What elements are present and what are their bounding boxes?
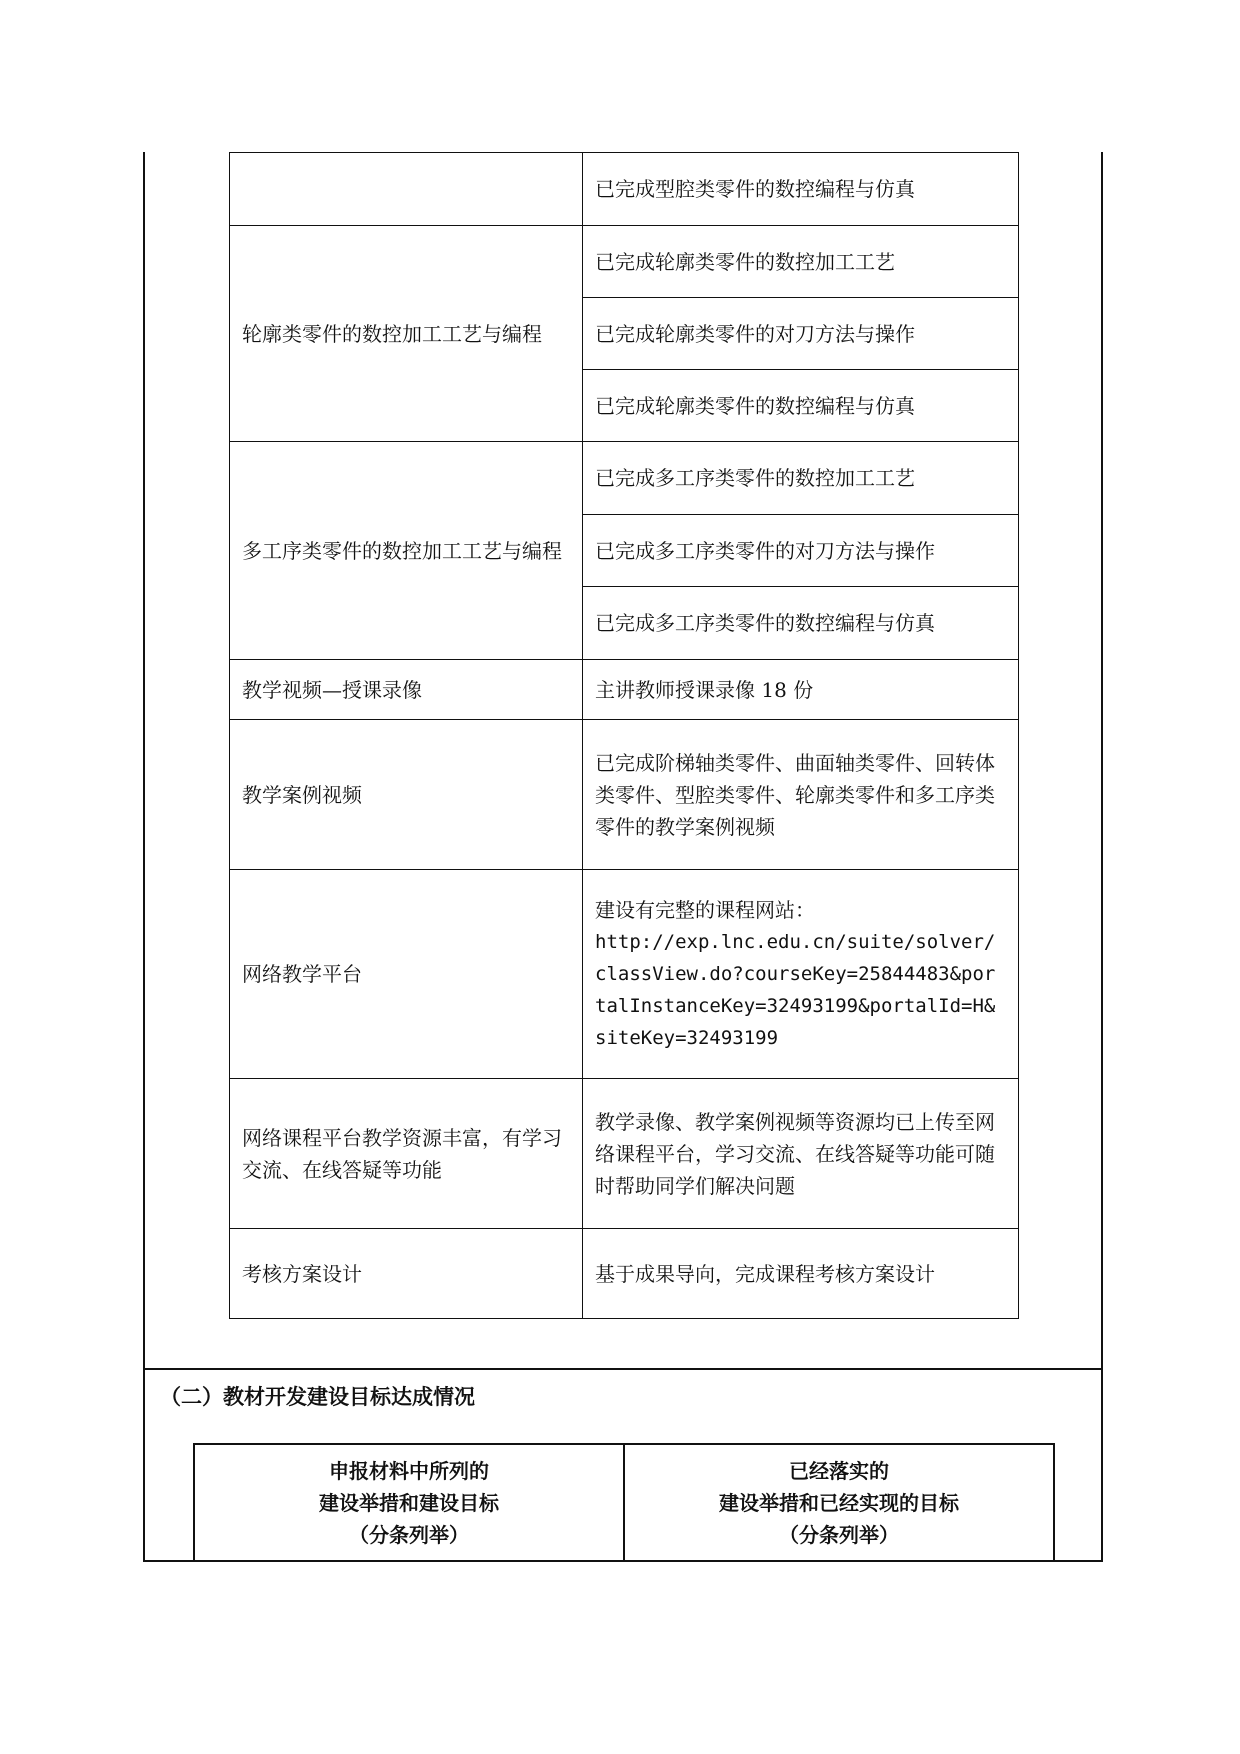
header-right-line: （分条列举） [779, 1522, 899, 1547]
item-cell: 多工序类零件的数控加工工艺与编程 [230, 442, 583, 660]
result-cell: 已完成轮廓类零件的数控编程与仿真 [583, 370, 1019, 442]
header-left [194, 1444, 624, 1561]
result-cell: 已完成型腔类零件的数控编程与仿真 [583, 153, 1019, 226]
results-table [229, 152, 1019, 1319]
header-left-line: 申报材料中所列的 [329, 1458, 489, 1483]
item-cell: 考核方案设计 [230, 1229, 583, 1319]
item-cell: 网络课程平台教学资源丰富，有学习交流、在线答疑等功能 [230, 1079, 583, 1229]
table-row [230, 1079, 1019, 1229]
header-right-line: 已经落实的 [789, 1458, 889, 1483]
table-row [230, 660, 1019, 720]
goals-header-table [193, 1443, 1055, 1562]
result-cell: 已完成轮廓类零件的对刀方法与操作 [583, 298, 1019, 370]
table-row [230, 1229, 1019, 1319]
header-left-line: （分条列举） [349, 1522, 469, 1547]
section-title: （二）教材开发建设目标达成情况 [160, 1385, 475, 1409]
table-row [230, 870, 1019, 1079]
table-row [230, 226, 1019, 298]
result-intro: 建设有完整的课程网站： [595, 898, 815, 922]
item-cell: 教学视频—授课录像 [230, 660, 583, 720]
table-row [230, 720, 1019, 870]
result-cell: 已完成阶梯轴类零件、曲面轴类零件、回转体类零件、型腔类零件、轮廓类零件和多工序类零件的教学案例视频 [583, 720, 1019, 870]
section-divider [143, 1368, 1103, 1370]
item-cell: 教学案例视频 [230, 720, 583, 870]
table-row [230, 153, 1019, 226]
table-row [230, 442, 1019, 515]
course-url: http://exp.lnc.edu.cn/suite/solver/classView.do?courseKey=25844483&portalInstanceKey=32493199&portalId=H&siteKey=32493199 [595, 931, 996, 1049]
item-cell: 网络教学平台 [230, 870, 583, 1079]
result-cell: 已完成轮廓类零件的数控加工工艺 [583, 226, 1019, 298]
result-cell: 已完成多工序类零件的数控加工工艺 [583, 442, 1019, 515]
header-right-line: 建设举措和已经实现的目标 [719, 1490, 959, 1515]
result-cell: 已完成多工序类零件的数控编程与仿真 [583, 587, 1019, 660]
result-cell: 已完成多工序类零件的对刀方法与操作 [583, 515, 1019, 587]
item-cell: 轮廓类零件的数控加工工艺与编程 [230, 226, 583, 442]
result-cell: 基于成果导向，完成课程考核方案设计 [583, 1229, 1019, 1319]
result-cell: 主讲教师授课录像 18 份 [583, 660, 1019, 720]
result-cell [583, 870, 1019, 1079]
header-right [624, 1444, 1054, 1561]
result-cell: 教学录像、教学案例视频等资源均已上传至网络课程平台，学习交流、在线答疑等功能可随时帮助同学们解决问题 [583, 1079, 1019, 1229]
item-cell [230, 153, 583, 226]
header-left-line: 建设举措和建设目标 [319, 1490, 499, 1515]
